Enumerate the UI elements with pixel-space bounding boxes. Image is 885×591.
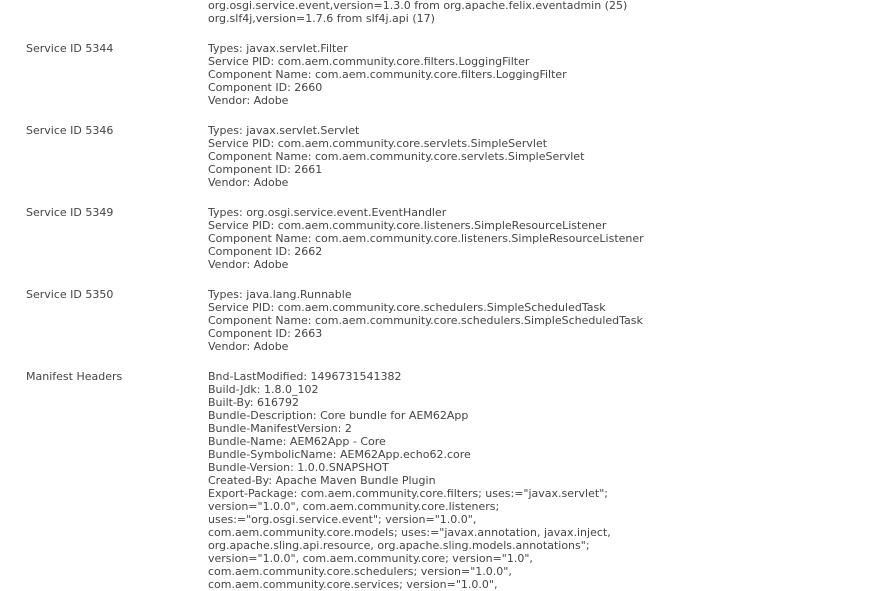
detail-value bbox=[208, 370, 885, 591]
detail-value-line: Service PID: com.aem.community.core.filters.LoggingFilter bbox=[208, 55, 530, 68]
detail-value-line: Bundle-Name: AEM62App - Core bbox=[208, 435, 386, 448]
detail-value bbox=[208, 124, 885, 189]
detail-value-line: Component Name: com.aem.community.core.filters.LoggingFilter bbox=[208, 68, 567, 81]
detail-value-line: Bundle-ManifestVersion: 2 bbox=[208, 422, 352, 435]
detail-label: Manifest Headers bbox=[26, 370, 123, 383]
detail-label: Service ID 5349 bbox=[26, 206, 114, 219]
detail-value-line: Bundle-Description: Core bundle for AEM62App bbox=[208, 409, 469, 422]
detail-row bbox=[0, 206, 885, 271]
detail-value bbox=[208, 288, 885, 353]
detail-value-line: Build-Jdk: 1.8.0_102 bbox=[208, 383, 319, 396]
detail-value-line: Vendor: Adobe bbox=[208, 176, 289, 189]
detail-value-line: Types: javax.servlet.Filter bbox=[208, 42, 348, 55]
detail-value-line: Built-By: 616792 bbox=[208, 396, 299, 409]
detail-value-line: Bundle-Version: 1.0.0.SNAPSHOT bbox=[208, 461, 389, 474]
detail-value-line: Bnd-LastModified: 1496731541382 bbox=[208, 370, 402, 383]
detail-value-line: Vendor: Adobe bbox=[208, 340, 289, 353]
detail-value-line: org.apache.sling.api.resource, org.apache.sling.models.annotations"; bbox=[208, 539, 590, 552]
detail-label: Service ID 5350 bbox=[26, 288, 114, 301]
detail-row bbox=[0, 288, 885, 353]
detail-value-line: Types: javax.servlet.Servlet bbox=[208, 124, 360, 137]
detail-value-line: Service PID: com.aem.community.core.listeners.SimpleResourceListener bbox=[208, 219, 607, 232]
detail-value-line: Types: org.osgi.service.event.EventHandler bbox=[208, 206, 447, 219]
detail-value bbox=[208, 206, 885, 271]
detail-row bbox=[0, 42, 885, 107]
detail-row bbox=[0, 370, 885, 591]
detail-value-line: Vendor: Adobe bbox=[208, 258, 289, 271]
detail-row bbox=[0, 0, 885, 25]
detail-value-line: uses:="org.osgi.service.event"; version="1.0.0", bbox=[208, 513, 477, 526]
detail-value-line: Bundle-SymbolicName: AEM62App.echo62.core bbox=[208, 448, 471, 461]
detail-value-line: Component Name: com.aem.community.core.schedulers.SimpleScheduledTask bbox=[208, 314, 643, 327]
detail-value-line: com.aem.community.core.models; uses:="javax.annotation, javax.inject, bbox=[208, 526, 611, 539]
detail-value-line: Component ID: 2660 bbox=[208, 81, 323, 94]
detail-value-line: Types: java.lang.Runnable bbox=[208, 288, 352, 301]
detail-label: Service ID 5346 bbox=[26, 124, 114, 137]
detail-value-line: com.aem.community.core.services; version="1.0.0", bbox=[208, 578, 498, 591]
detail-label bbox=[0, 0, 208, 25]
detail-value-line: com.aem.community.core.schedulers; version="1.0.0", bbox=[208, 565, 512, 578]
detail-value-line: Component Name: com.aem.community.core.servlets.SimpleServlet bbox=[208, 150, 585, 163]
detail-row bbox=[0, 124, 885, 189]
detail-value-line: org.slf4j,version=1.7.6 from slf4j.api (17) bbox=[208, 12, 435, 25]
detail-value-line: Component ID: 2661 bbox=[208, 163, 323, 176]
detail-value-line: Service PID: com.aem.community.core.servlets.SimpleServlet bbox=[208, 137, 548, 150]
detail-value-line: Service PID: com.aem.community.core.schedulers.SimpleScheduledTask bbox=[208, 301, 606, 314]
detail-value-line: Component ID: 2662 bbox=[208, 245, 323, 258]
detail-value-line: Component Name: com.aem.community.core.listeners.SimpleResourceListener bbox=[208, 232, 644, 245]
detail-value-line: org.osgi.service.event,version=1.3.0 from org.apache.felix.eventadmin (25) bbox=[208, 0, 628, 12]
detail-value bbox=[208, 42, 885, 107]
detail-value-line: version="1.0.0", com.aem.community.core; version="1.0", bbox=[208, 552, 533, 565]
detail-value-line: Vendor: Adobe bbox=[208, 94, 289, 107]
detail-value-line: Created-By: Apache Maven Bundle Plugin bbox=[208, 474, 436, 487]
detail-label: Service ID 5344 bbox=[26, 42, 114, 55]
detail-value-line: Export-Package: com.aem.community.core.filters; uses:="javax.servlet"; bbox=[208, 487, 608, 500]
detail-value bbox=[208, 0, 885, 25]
detail-value-line: Component ID: 2663 bbox=[208, 327, 323, 340]
detail-value-line: version="1.0.0", com.aem.community.core.listeners; bbox=[208, 500, 500, 513]
